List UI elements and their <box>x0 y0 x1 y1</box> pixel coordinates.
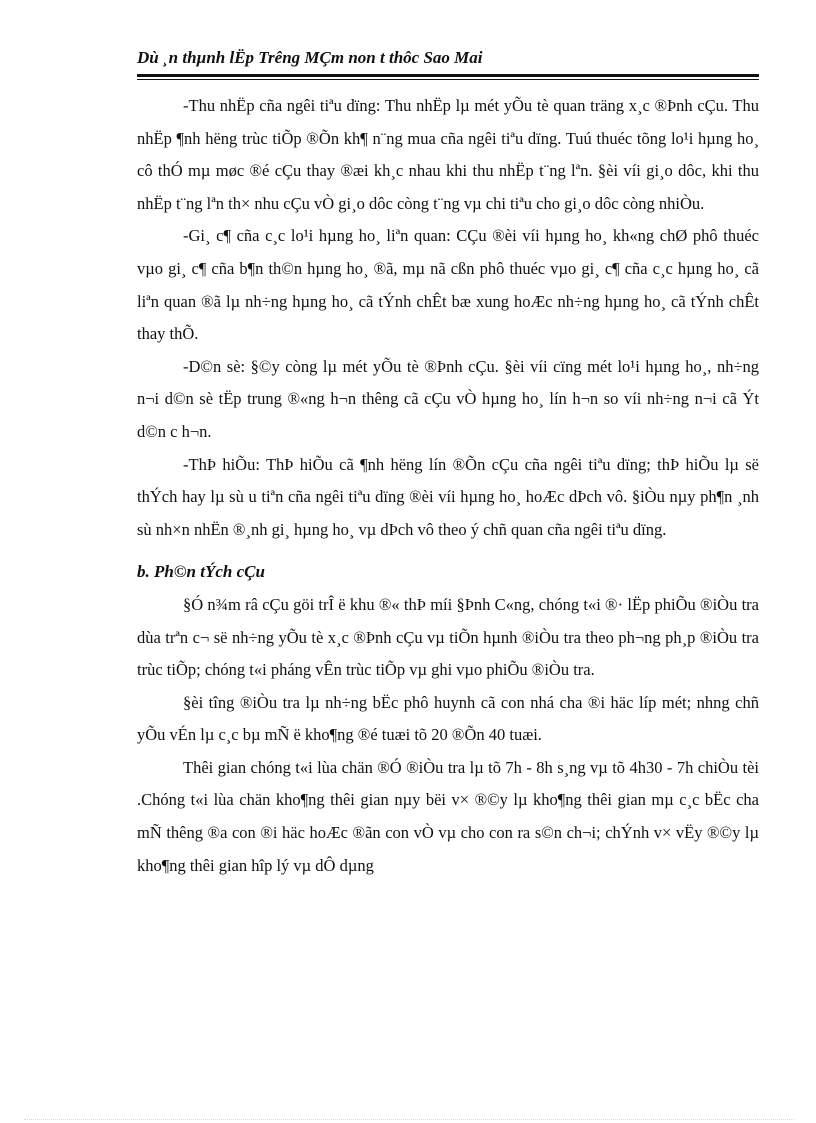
paragraph-population: -D©n sè: §©y còng lµ mét yÕu tè ®Þnh cÇu. §èi víi cïng mét lo¹i hµng ho¸, nh÷ng n¬i d©n sè tËp trung ®«ng h¬n thêng cã cÇu vÒ hµng ho¸ lín h¬n so víi nh÷ng n¬i cã Ýt d©n c h¬n. <box>137 356 759 441</box>
header-rule-thin <box>137 79 759 80</box>
paragraph-income: -Thu nhËp cña ngêi tiªu dïng: Thu nhËp lµ mét yÕu tè quan träng x¸c ®Þnh cÇu. Thu nhËp ¶nh hëng trùc tiÕp ®Õn kh¶ n¨ng mua cña ngêi tiªu dïng. Tuú thuéc tõng lo¹i hµng ho¸ cô thÓ mµ møc ®é cÇu thay ®æi kh¸c nhau khi thu nhËp t¨ng lªn. §èi víi gi¸o dôc, khi thu nhËp t¨ng lªn th× nhu cÇu vÒ gi¸o dôc còng t¨ng vµ chi tiªu cho gi¸o dôc còng nhiÒu. <box>137 96 759 213</box>
section-heading: b. Ph©n tÝch cÇu <box>137 562 265 582</box>
document-body <box>137 90 759 882</box>
paragraph-survey-subjects: §èi tîng ®iÒu tra lµ nh÷ng bËc phô huynh cã con nhá cha ®i häc líp mét; nhng chñ yÕu vÉn lµ c¸c bµ mÑ ë kho¶ng ®é tuæi tõ 20 ®Õn 40 tuæi. <box>137 692 759 745</box>
paragraph-preferences: -ThÞ hiÕu: ThÞ hiÕu cã ¶nh hëng lín ®Õn cÇu cña ngêi tiªu dïng; thÞ hiÕu lµ së thÝch hay lµ sù u tiªn cña ngêi tiªu dïng ®èi víi hµng ho¸ hoÆc dÞch vô. §iÒu nµy ph¶n ¸nh sù nh×n nhËn ®¸nh gi¸ hµng ho¸ vµ dÞch vô theo ý chñ quan cña ngêi tiªu dïng. <box>137 454 759 539</box>
paragraph-related-prices: -Gi¸ c¶ cña c¸c lo¹i hµng ho¸ liªn quan: CÇu ®èi víi hµng ho¸ kh«ng chØ phô thuéc vµo gi¸ c¶ cña b¶n th©n hµng ho¸ ®ã, mµ nã cßn phô thuéc vµo gi¸ c¶ cña c¸c hµng ho¸ cã liªn quan ®ã lµ nh÷ng hµng ho¸ cã tÝnh chÊt bæ xung hoÆc nh÷ng hµng ho¸ cã tÝnh chÊt thay thÕ. <box>137 226 759 344</box>
header-rule-thick <box>137 74 759 77</box>
page-header-title: Dù ¸n thµnh lËp Trêng MÇm non t thôc Sao Mai <box>137 48 483 67</box>
paragraph-survey-method: §Ó n¾m râ cÇu göi trÎ ë khu ®« thÞ míi §Þnh C«ng, chóng t«i ®· lËp phiÕu ®iÒu tra dùa trªn c¬ së nh÷ng yÕu tè x¸c ®Þnh cÇu vµ tiÕn hµnh ®iÒu tra theo ph¬ng ph¸p ®iÒu tra trùc tiÕp; chóng t«i pháng vÊn trùc tiÕp vµ ghi vµo phiÕu ®iÒu tra. <box>137 594 759 680</box>
paragraph-survey-time: Thêi gian chóng t«i lùa chän ®Ó ®iÒu tra lµ tõ 7h - 8h s¸ng vµ tõ 4h30 - 7h chiÒu tèi .Chóng t«i lùa chän kho¶ng thêi gian nµy bëi v× ®©y lµ kho¶ng thêi gian mµ c¸c bËc cha mÑ thêng ®a con ®i häc hoÆc ®ãn con vÒ vµ cho con ra s©n ch¬i; chÝnh v× vËy ®©y lµ kho¶ng thêi gian hîp lý vµ dÔ dµng <box>137 757 759 875</box>
footer-dotted-line <box>24 1119 794 1120</box>
